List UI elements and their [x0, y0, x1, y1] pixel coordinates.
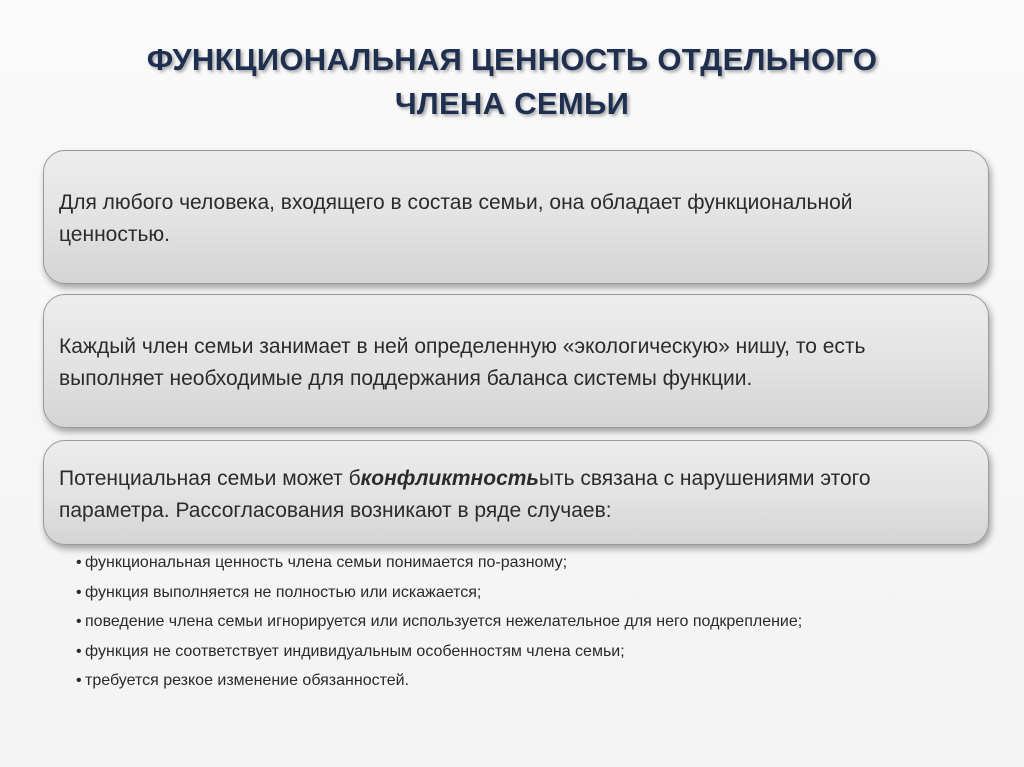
list-item	[76, 548, 802, 578]
list-item-text: функция выполняется не полностью или искажается;	[85, 583, 482, 601]
list-item	[76, 637, 802, 667]
info-box-1	[43, 150, 989, 284]
info-box-3-text	[59, 463, 958, 527]
info-box-2	[43, 294, 989, 428]
bullet-icon: •	[76, 583, 82, 601]
bullet-icon: •	[76, 672, 82, 689]
page-title	[0, 38, 1024, 126]
info-box-3-emphasis: конфликтность	[360, 467, 539, 490]
bullet-icon: •	[76, 613, 82, 630]
title-line-2: ЧЛЕНА СЕМЬИ	[394, 86, 630, 121]
bullet-icon: •	[76, 642, 82, 660]
list-item-text: функциональная ценность члена семьи понимается по-разному;	[85, 554, 568, 571]
list-item-text: функция не соответствует индивидуальным особенностям члена семьи;	[85, 642, 625, 660]
title-line-1: ФУНКЦИОНАЛЬНАЯ ЦЕННОСТЬ ОТДЕЛЬНОГО	[146, 42, 878, 77]
info-box-3-text-after: ыть связана с нарушениями этого параметра. Рассогласования возникают в ряде случаев:	[59, 467, 871, 522]
list-item-text: поведение члена семьи игнорируется или используется нежелательное для него подкрепление;	[85, 613, 803, 630]
list-item	[76, 666, 802, 696]
list-item	[76, 578, 802, 608]
info-box-3	[43, 440, 989, 545]
bullet-icon: •	[76, 554, 82, 571]
info-box-1-text: Для любого человека, входящего в состав семьи, она обладает функциональной ценностью.	[59, 191, 853, 246]
list-item-text: требуется резкое изменение обязанностей.	[85, 672, 410, 689]
info-box-2-text: Каждый член семьи занимает в ней определенную «экологическую» нишу, то есть выполняет необходимые для поддержания баланса системы функции.	[59, 335, 866, 390]
info-box-3-text-before: Потенциальная семьи может б	[59, 467, 361, 490]
list-item	[76, 607, 802, 637]
bullet-list	[76, 548, 802, 696]
